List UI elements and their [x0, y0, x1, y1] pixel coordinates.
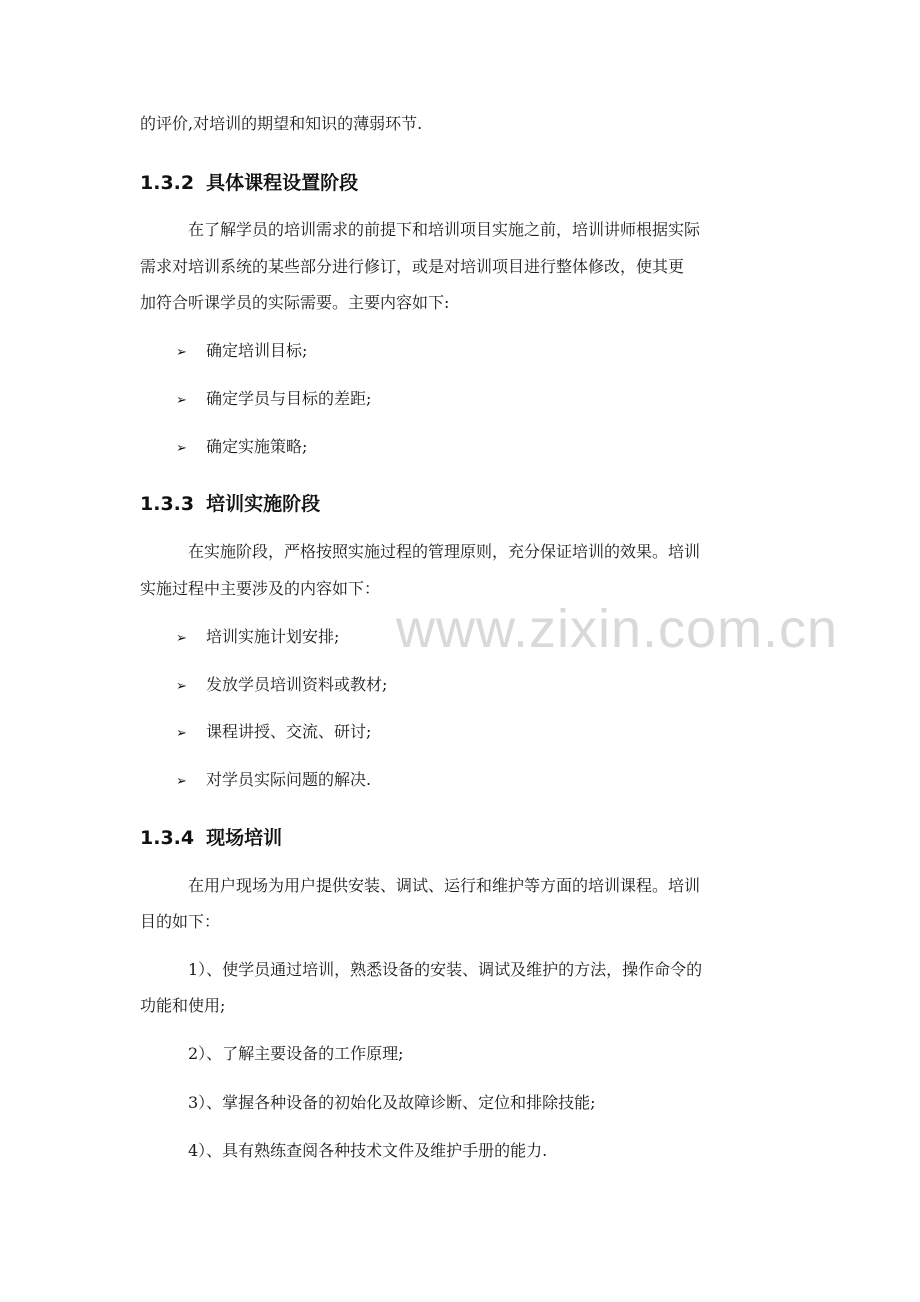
bullet-item [176, 435, 307, 461]
section-title: 现场培训 [206, 827, 283, 849]
bullet-item [176, 387, 371, 413]
numbered-item-line: 4）、具有熟练查阅各种技术文件及维护手册的能力. [188, 1141, 548, 1160]
bullet-item [176, 339, 307, 365]
bullet-text: 确定实施策略; [206, 437, 308, 456]
arrow-bullet-icon: ➢ [176, 726, 187, 741]
bullet-text: 发放学员培训资料或教材; [206, 675, 388, 694]
arrow-bullet-icon: ➢ [176, 679, 187, 694]
bullet-item [176, 720, 371, 746]
bullet-item [176, 673, 387, 699]
section-title: 具体课程设置阶段 [206, 172, 359, 194]
section-heading-1-3-2 [140, 169, 358, 197]
bullet-text: 培训实施计划安排; [206, 627, 340, 646]
section-heading-1-3-4 [140, 824, 282, 852]
bullet-text: 对学员实际问题的解决. [206, 770, 372, 789]
bullet-text: 确定培训目标; [206, 341, 308, 360]
section-number: 1.3.2 [140, 172, 195, 194]
paragraph-line: 目的如下： [140, 912, 221, 931]
section-heading-1-3-3 [140, 490, 320, 518]
top-text-line: 的评价,对培训的期望和知识的薄弱环节. [140, 114, 423, 133]
paragraph-line: 在用户现场为用户提供安装、调试、运行和维护等方面的培训课程。培训 [188, 876, 701, 895]
bullet-item [176, 625, 339, 651]
numbered-item-line: 2）、了解主要设备的工作原理; [188, 1044, 404, 1063]
arrow-bullet-icon: ➢ [176, 441, 187, 456]
numbered-item-line: 1）、使学员通过培训，熟悉设备的安装、调试及维护的方法，操作命令的 [188, 960, 703, 979]
paragraph-line: 在实施阶段，严格按照实施过程的管理原则，充分保证培训的效果。培训 [188, 542, 701, 561]
arrow-bullet-icon: ➢ [176, 345, 187, 360]
numbered-item-line: 3）、掌握各种设备的初始化及故障诊断、定位和排除技能; [188, 1093, 596, 1112]
arrow-bullet-icon: ➢ [176, 631, 187, 646]
paragraph-line: 在了解学员的培训需求的前提下和培训项目实施之前，培训讲师根据实际 [188, 220, 701, 239]
section-number: 1.3.3 [140, 493, 195, 515]
bullet-item [176, 768, 371, 794]
paragraph-line: 需求对培训系统的某些部分进行修订，或是对培训项目进行整体修改，使其更 [140, 257, 685, 276]
bullet-text: 课程讲授、交流、研讨; [206, 722, 372, 741]
arrow-bullet-icon: ➢ [176, 774, 187, 789]
paragraph-line: 加符合听课学员的实际需要。主要内容如下: [140, 293, 450, 312]
section-title: 培训实施阶段 [206, 493, 321, 515]
watermark: www.zixin.com.cn [396, 599, 839, 659]
bullet-text: 确定学员与目标的差距; [206, 389, 372, 408]
paragraph-line: 实施过程中主要涉及的内容如下： [140, 579, 381, 598]
section-number: 1.3.4 [140, 827, 195, 849]
numbered-item-line: 功能和使用; [140, 996, 226, 1015]
arrow-bullet-icon: ➢ [176, 393, 187, 408]
